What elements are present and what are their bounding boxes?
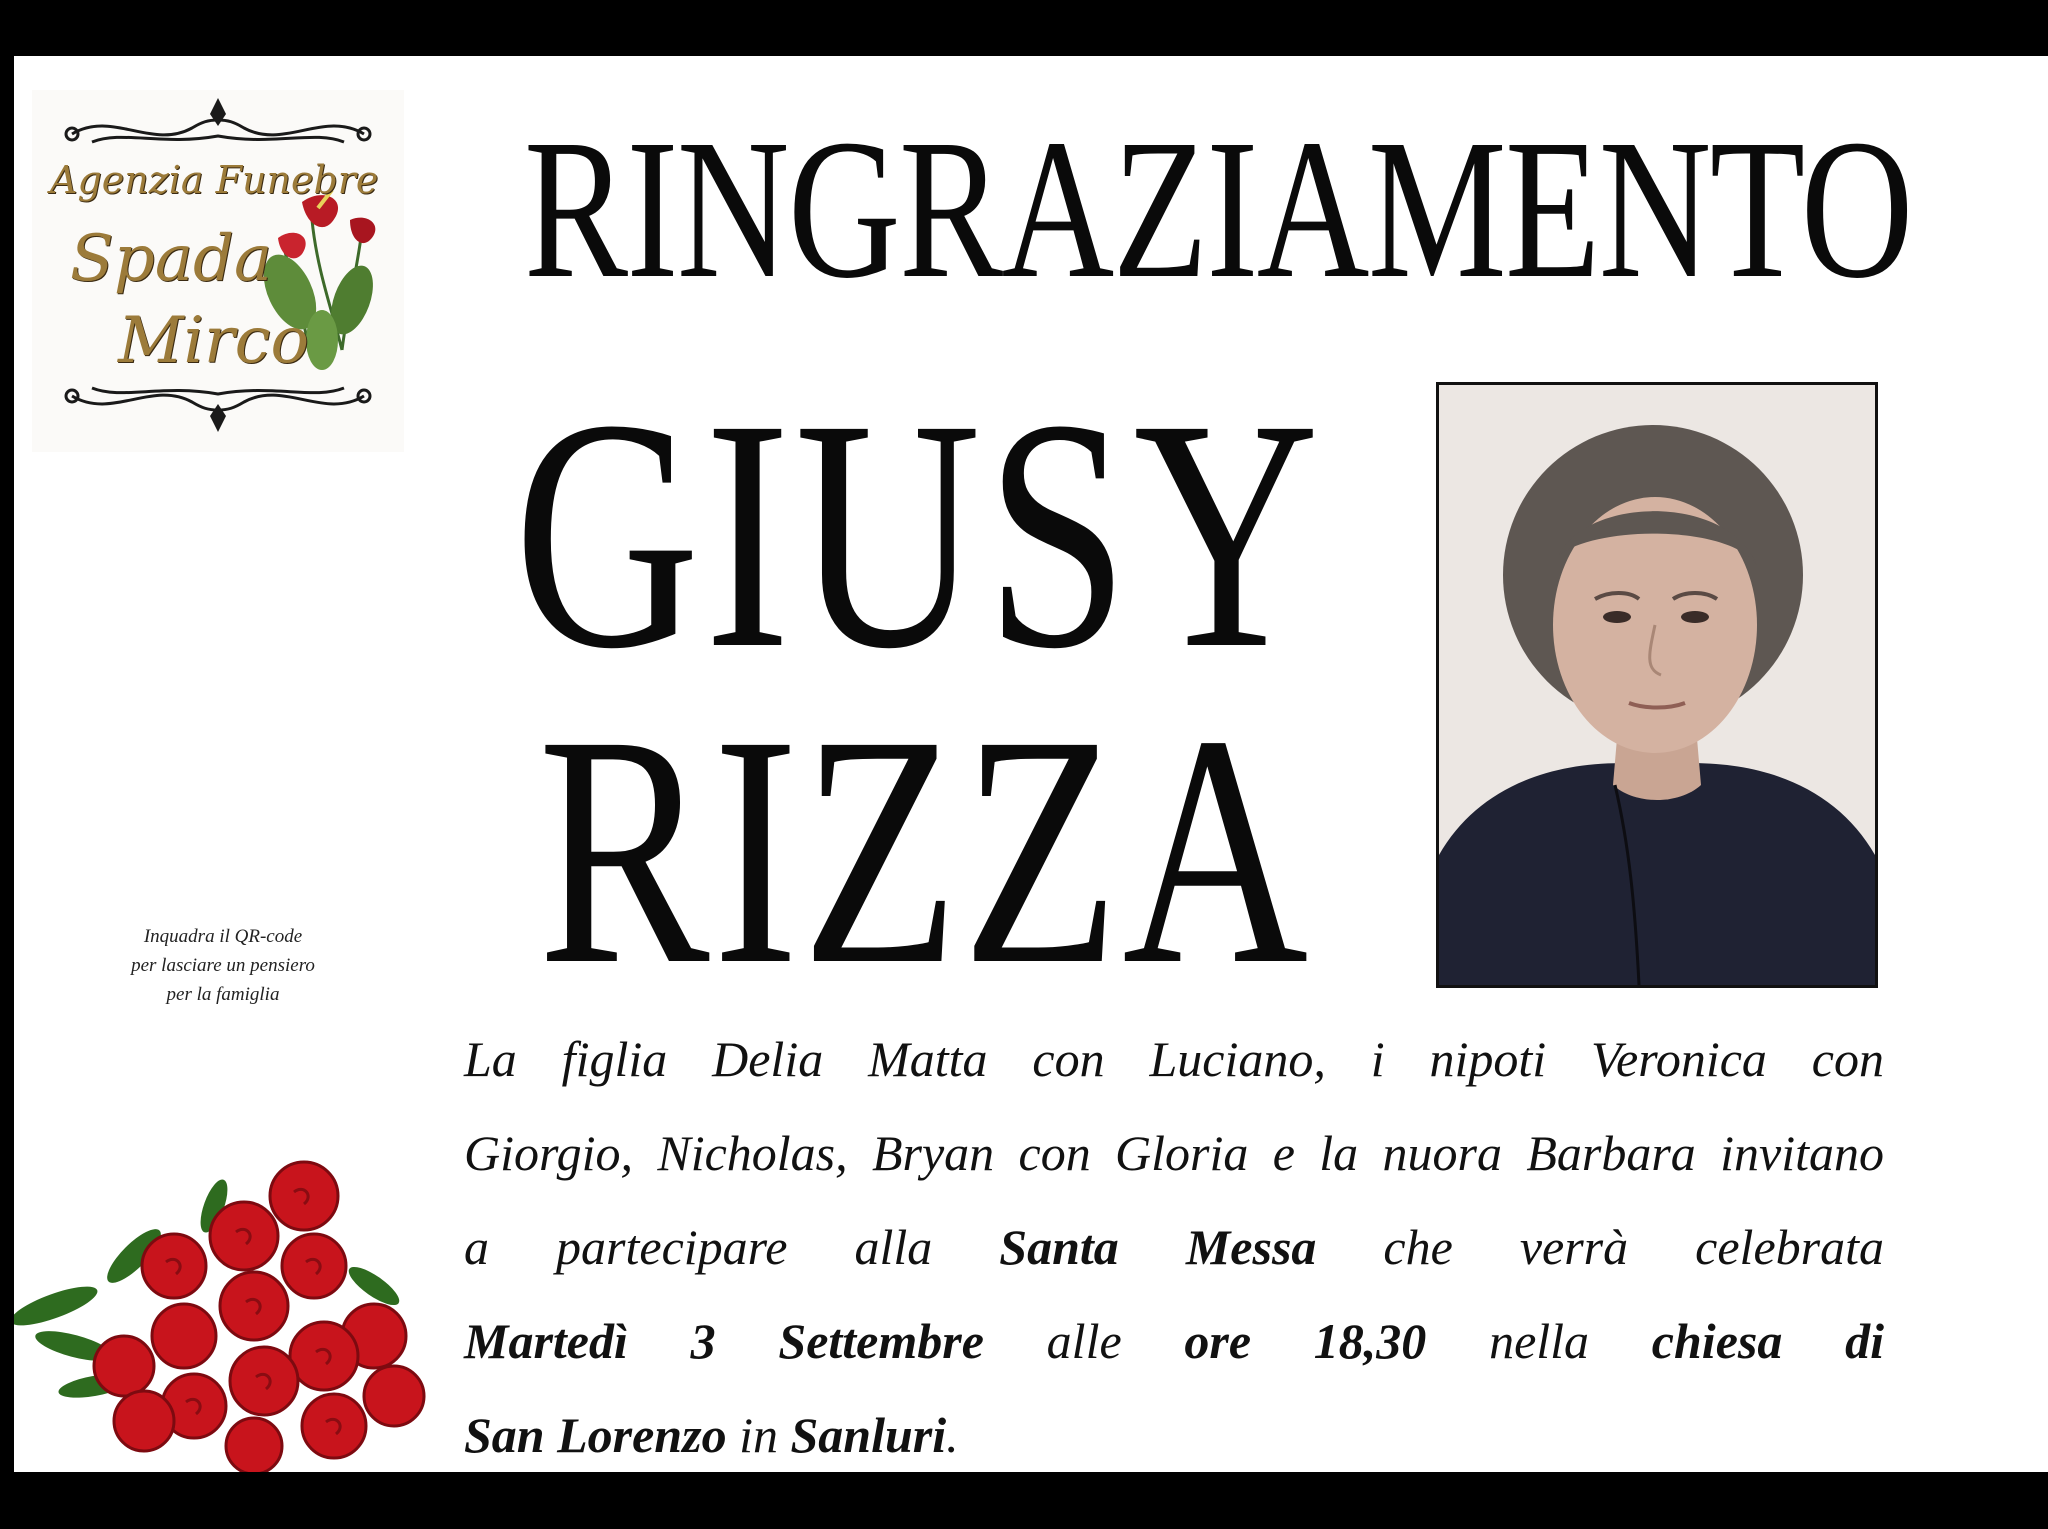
town-name: Sanluri — [790, 1407, 947, 1463]
message-line — [464, 1200, 1884, 1294]
roses-bouquet-icon — [14, 1136, 454, 1472]
notice-sheet — [14, 56, 2048, 1472]
logo-line-surname: Spada — [70, 222, 273, 296]
qr-caption-line: per lasciare un pensiero — [131, 955, 315, 976]
announcement-text — [464, 1012, 1884, 1472]
message-text: in — [726, 1407, 791, 1463]
message-text: che verrà celebrata — [1316, 1219, 1884, 1275]
mass-date: Martedì 3 Settembre — [464, 1313, 984, 1369]
message-line: La figlia Delia Matta con Luciano, i nipoti Veronica con — [464, 1031, 1884, 1087]
mass-label: Santa Messa — [999, 1219, 1317, 1275]
qr-caption-line: per la famiglia — [166, 984, 280, 1005]
agency-logo — [32, 90, 404, 452]
message-line — [464, 1294, 1884, 1388]
message-text: alle — [983, 1313, 1185, 1369]
message-line — [464, 1388, 1884, 1472]
qr-caption — [98, 922, 348, 1009]
logo-line-name: Mirco — [118, 304, 309, 378]
church-label: chiesa di — [1651, 1313, 1884, 1369]
deceased-first-name: GIUSY — [514, 352, 1324, 717]
mass-time: ore 18,30 — [1184, 1313, 1427, 1369]
deceased-last-name: RIZZA — [538, 668, 1312, 1033]
message-line: Giorgio, Nicholas, Bryan con Gloria e la nuora Barbara invitano — [464, 1125, 1884, 1181]
qr-caption-line: Inquadra il QR-code — [143, 926, 303, 947]
logo-line-agency: Agenzia Funebre — [50, 158, 379, 202]
message-text: a partecipare alla — [464, 1219, 1000, 1275]
page-title: RINGRAZIAMENTO — [524, 99, 1912, 320]
deceased-portrait — [1436, 382, 1878, 988]
message-text: nella — [1426, 1313, 1652, 1369]
portrait-image — [1439, 385, 1875, 985]
message-text: . — [946, 1407, 959, 1463]
church-name: San Lorenzo — [464, 1407, 727, 1463]
